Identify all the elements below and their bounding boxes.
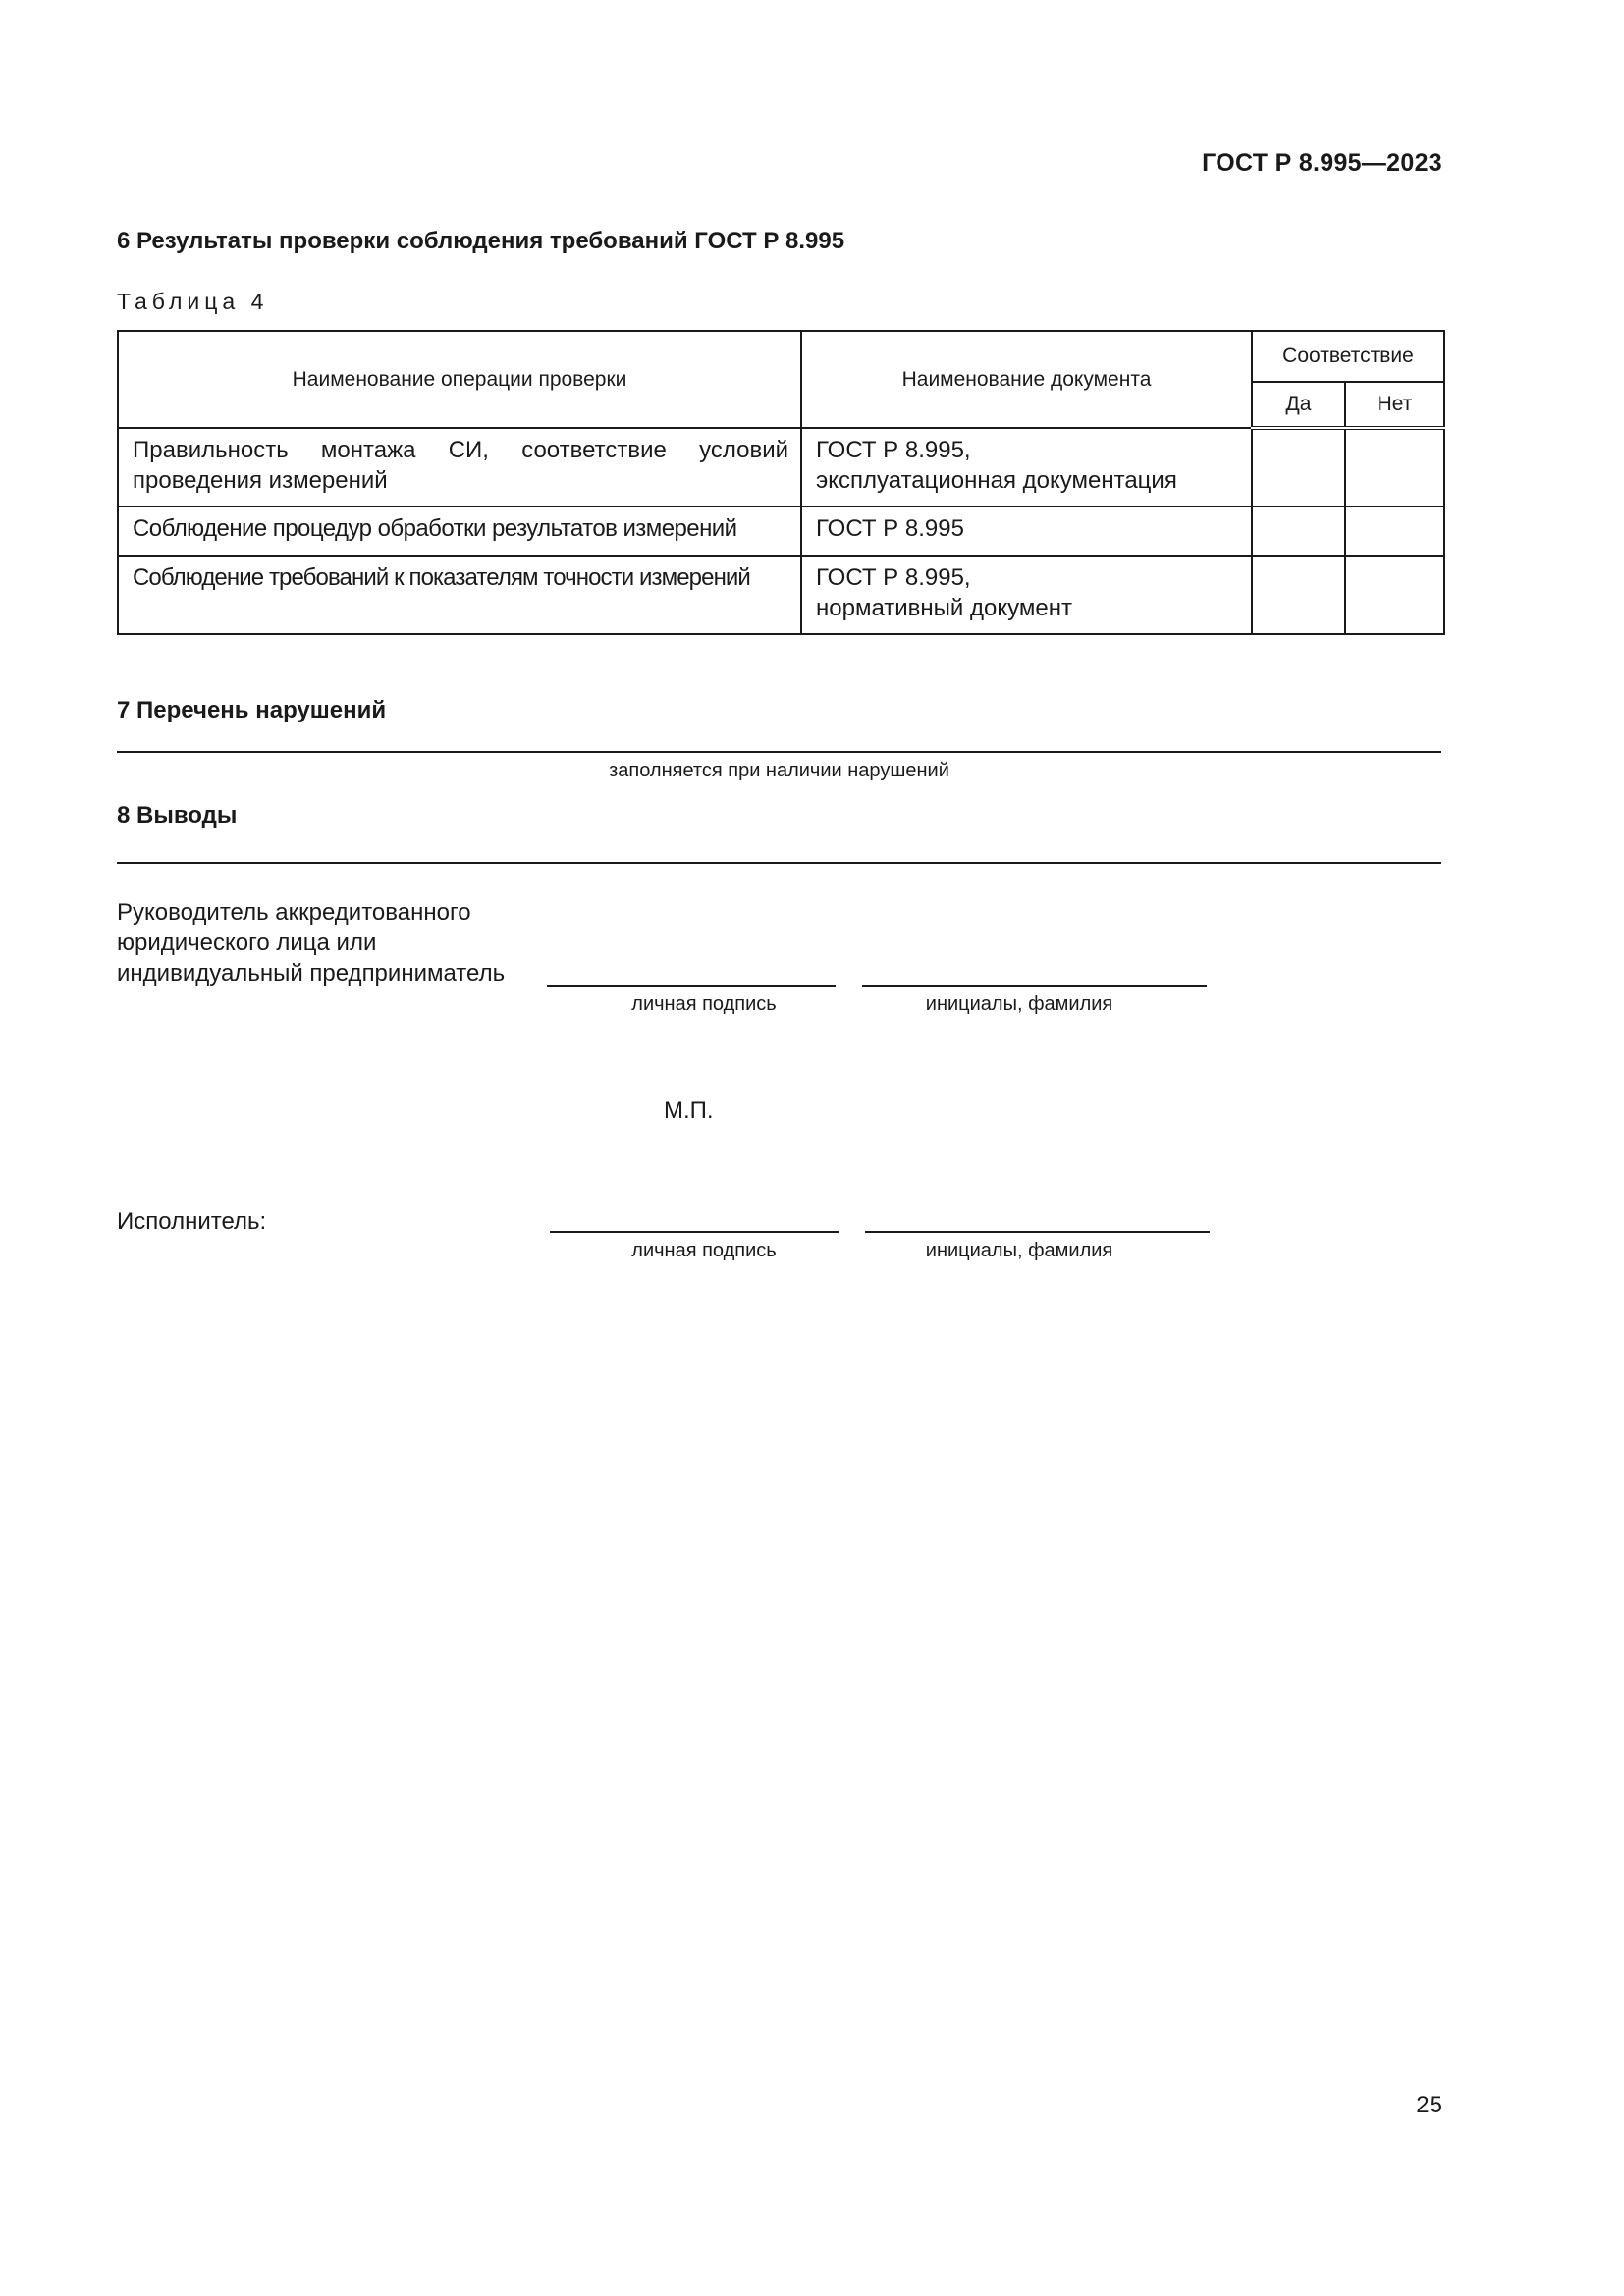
executor-signature-caption: личная подпись <box>631 1240 777 1261</box>
head-signature-line[interactable] <box>547 985 836 987</box>
head-name-caption: инициалы, фамилия <box>925 993 1113 1015</box>
document-line: эксплуатационная документация <box>816 467 1177 494</box>
executor-label: Исполнитель: <box>117 1208 267 1235</box>
table-row <box>118 428 1444 507</box>
column-header-no: Нет <box>1345 382 1444 428</box>
compliance-yes-cell[interactable] <box>1252 428 1345 507</box>
executor-name-caption: инициалы, фамилия <box>925 1240 1113 1261</box>
column-header-operation: Наименование операции проверки <box>118 331 801 428</box>
compliance-yes-cell[interactable] <box>1252 556 1345 634</box>
document-cell <box>801 507 1252 556</box>
compliance-yes-cell[interactable] <box>1252 507 1345 556</box>
violations-fill-line[interactable] <box>117 751 1441 753</box>
compliance-no-cell[interactable] <box>1345 428 1444 507</box>
head-label-line: Руководитель аккредитованного <box>117 899 471 926</box>
compliance-no-cell[interactable] <box>1345 507 1444 556</box>
document-cell <box>801 428 1252 507</box>
column-header-compliance: Соответствие <box>1252 331 1444 382</box>
column-header-yes: Да <box>1252 382 1345 428</box>
document-line: ГОСТ Р 8.995, <box>816 564 971 591</box>
section-7-heading: 7 Перечень нарушений <box>117 697 387 723</box>
document-line: ГОСТ Р 8.995, <box>816 437 971 463</box>
violations-hint: заполняется при наличии нарушений <box>609 760 949 781</box>
operation-cell: Соблюдение процедур обработки результатов измерений <box>118 507 801 556</box>
operation-cell: Правильность монтажа СИ, соответствие условий проведения измерений <box>118 428 801 507</box>
section-8-heading: 8 Выводы <box>117 802 238 828</box>
head-label-line: индивидуальный предприниматель <box>117 960 506 987</box>
executor-signature-line[interactable] <box>550 1231 839 1233</box>
table-row <box>118 507 1444 556</box>
document-cell <box>801 556 1252 634</box>
executor-name-line[interactable] <box>865 1231 1210 1233</box>
head-name-line[interactable] <box>862 985 1207 987</box>
head-signature-caption: личная подпись <box>631 993 777 1015</box>
head-label-line: юридического лица или <box>117 930 377 956</box>
document-line: нормативный документ <box>816 595 1072 621</box>
table-row <box>118 556 1444 634</box>
column-header-document: Наименование документа <box>801 331 1252 428</box>
head-signatory-label <box>117 897 505 988</box>
seal-placeholder: М.П. <box>664 1097 714 1124</box>
page-number: 25 <box>1416 2092 1442 2118</box>
operation-cell: Соблюдение требований к показателям точности измерений <box>118 556 801 634</box>
table-caption: Таблица 4 <box>117 289 269 314</box>
document-code: ГОСТ Р 8.995—2023 <box>1202 149 1442 177</box>
document-line: ГОСТ Р 8.995 <box>816 515 964 542</box>
results-table <box>117 330 1445 635</box>
compliance-no-cell[interactable] <box>1345 556 1444 634</box>
section-6-heading: 6 Результаты проверки соблюдения требований ГОСТ Р 8.995 <box>117 228 845 254</box>
conclusions-fill-line[interactable] <box>117 862 1441 864</box>
